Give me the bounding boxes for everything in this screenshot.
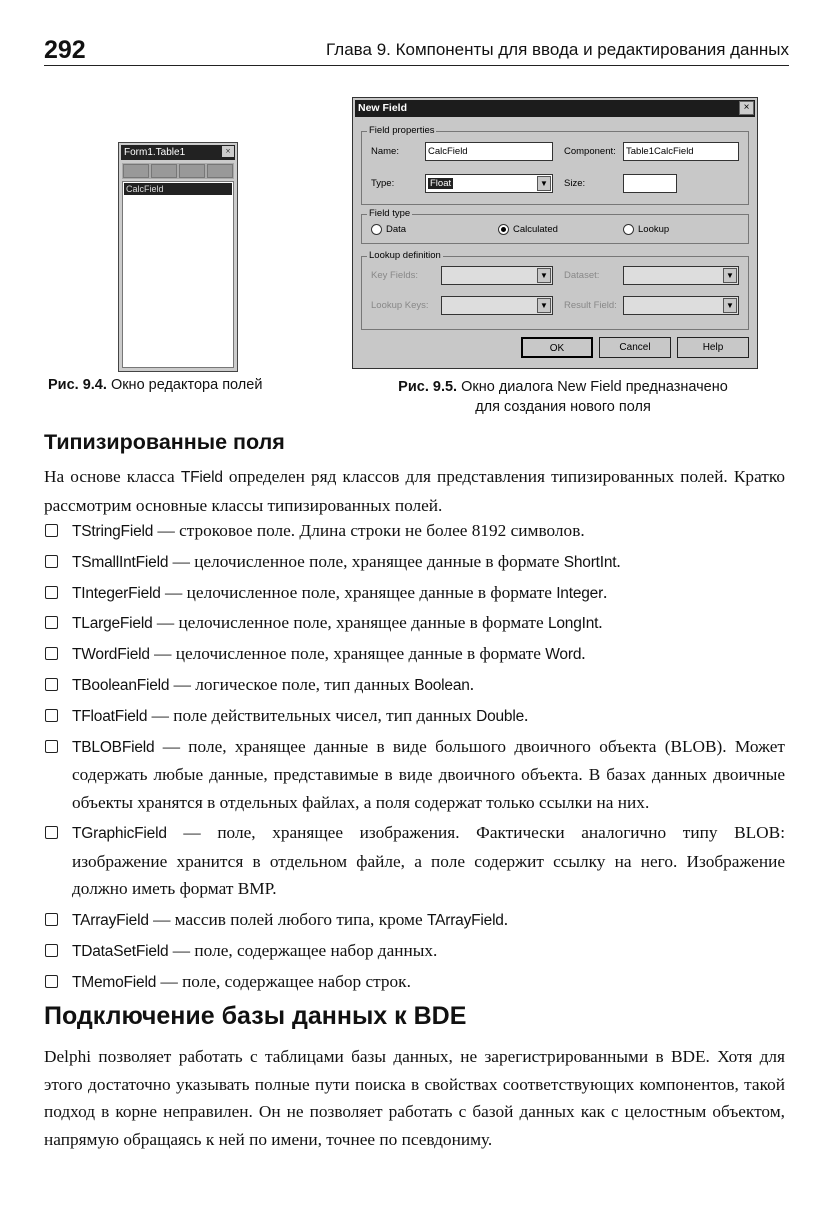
item-code: TDataSetField [72, 942, 169, 960]
component-label: Component: [564, 146, 616, 157]
dataset-label: Dataset: [564, 270, 600, 281]
item-code: TStringField [72, 523, 154, 540]
item-text: — поле действительных чисел, тип данных [147, 705, 477, 725]
list-item [44, 819, 785, 904]
item-code: TWordField [72, 646, 150, 664]
fields-editor-titlebar [121, 145, 235, 160]
fields-list-item[interactable]: CalcField [124, 183, 232, 195]
page-number: 292 [44, 36, 86, 64]
chevron-down-icon[interactable]: ▼ [723, 268, 737, 283]
radio-lookup-label: Lookup [638, 224, 670, 235]
radio-lookup-dot[interactable] [623, 224, 634, 235]
caption-label: Рис. 9.4. [48, 377, 107, 393]
list-item [44, 733, 785, 818]
item-tail: . [503, 910, 509, 930]
item-text: — целочисленное поле, хранящее данные в формате [149, 644, 546, 664]
nav-next-button[interactable] [179, 164, 205, 178]
section-title-bde-connection: Подключение базы данных к BDE [44, 1002, 467, 1030]
field-classes-list [44, 517, 785, 999]
checkbox-bullet-icon [45, 555, 58, 568]
chevron-down-icon[interactable]: ▼ [537, 268, 551, 283]
item-text: — поле, содержащее набор строк. [156, 971, 411, 991]
close-icon[interactable]: × [739, 101, 754, 115]
type-label: Type: [371, 178, 395, 189]
figure-95-caption [357, 377, 769, 417]
item-tail: . [616, 551, 621, 571]
lookup-keys-label: Lookup Keys: [371, 300, 429, 311]
intro-code: TField [180, 469, 223, 486]
item-code: TBLOBField [72, 738, 155, 756]
checkbox-bullet-icon [45, 826, 58, 839]
item-code2: Boolean [414, 676, 470, 694]
bde-paragraph: Delphi позволяет работать с таблицами базы данных, не зарегистрированными в BDE. Хотя для этого достаточно указывать полные пути поиска в свойствах соответствующих компонентов, такой подход в корне неправилен. Он не позволяет работать с базой данных как с целостным объектом, напрямую обращаясь к ней по имени, точнее по псевдониму. [44, 1047, 785, 1149]
item-text: — строковое поле. Длина строки не более 8192 символов. [153, 521, 585, 540]
type-value: Float [430, 178, 452, 189]
name-input[interactable]: CalcField [425, 142, 553, 161]
item-code2: Integer [556, 584, 604, 602]
list-item [44, 548, 785, 577]
nav-last-button[interactable] [207, 164, 233, 178]
item-code2: Double [476, 707, 524, 725]
list-item [44, 968, 785, 997]
chevron-down-icon[interactable]: ▼ [537, 298, 551, 313]
type-combo[interactable] [425, 174, 553, 193]
checkbox-bullet-icon [45, 586, 58, 599]
item-code2: Word [545, 646, 582, 664]
component-input[interactable]: Table1CalcField [623, 142, 739, 161]
radio-calculated-dot[interactable] [498, 224, 509, 235]
item-code: TArrayField [72, 912, 149, 930]
item-code: TMemoField [72, 973, 157, 991]
navigator-bar [122, 163, 234, 179]
fields-editor-window [118, 142, 238, 372]
running-title: Глава 9. Компоненты для ввода и редактирования данных [326, 40, 789, 59]
caption-text: Окно редактора полей [110, 377, 263, 393]
checkbox-bullet-icon [45, 524, 58, 537]
radio-data-label: Data [386, 224, 407, 235]
item-tail: . [603, 582, 608, 602]
list-item [44, 906, 785, 935]
header-rule [44, 65, 789, 66]
name-label: Name: [371, 146, 399, 157]
checkbox-bullet-icon [45, 944, 58, 957]
key-fields-label: Key Fields: [371, 270, 418, 281]
field-type-label: Field type [369, 208, 411, 219]
checkbox-bullet-icon [45, 740, 58, 753]
item-code2: LongInt [547, 615, 599, 633]
section-title-typed-fields: Типизированные поля [44, 430, 285, 454]
result-field-label: Result Field: [564, 300, 617, 311]
key-fields-combo[interactable] [441, 266, 553, 285]
checkbox-bullet-icon [45, 678, 58, 691]
item-code: TGraphicField [72, 825, 167, 843]
item-code: TLargeField [72, 615, 153, 633]
list-item [44, 702, 785, 731]
chevron-down-icon[interactable]: ▼ [723, 298, 737, 313]
checkbox-bullet-icon [45, 709, 58, 722]
fields-list[interactable] [122, 181, 234, 368]
new-field-dialog [352, 97, 758, 369]
item-code: TSmallIntField [72, 553, 169, 571]
item-text: — поле, хранящее изображения. Фактически аналогично типу BLOB: изображение хранится в отдельном файле, а поле содержит ссылку на него. Изображение должно иметь формат BMP. [72, 823, 785, 899]
item-text: — логическое поле, тип данных [169, 674, 415, 694]
radio-calculated[interactable] [498, 224, 558, 235]
caption-text-line1: Окно диалога New Field предназначено [461, 379, 728, 395]
ok-button[interactable]: OK [521, 337, 593, 358]
help-button[interactable]: Help [677, 337, 749, 358]
nav-prior-button[interactable] [151, 164, 177, 178]
item-code: TIntegerField [72, 584, 161, 602]
checkbox-bullet-icon [45, 647, 58, 660]
list-item [44, 640, 785, 669]
item-tail: . [581, 644, 586, 664]
intro-paragraph [44, 463, 785, 519]
item-code: TBooleanField [72, 676, 170, 694]
radio-data-dot[interactable] [371, 224, 382, 235]
lookup-keys-combo[interactable] [441, 296, 553, 315]
checkbox-bullet-icon [45, 913, 58, 926]
list-item [44, 609, 785, 638]
checkbox-bullet-icon [45, 975, 58, 988]
nav-first-button[interactable] [123, 164, 149, 178]
item-text: — целочисленное поле, хранящее данные в формате [160, 582, 557, 602]
size-input[interactable] [623, 174, 677, 193]
dialog-titlebar [355, 100, 755, 117]
radio-calculated-label: Calculated [513, 224, 558, 235]
item-text: — поле, хранящее данные в виде большого двоичного объекта (BLOB). Может содержать любые данные, представимые в виде двоичного объекта. В базах данных двоичные объекты хранятся в отдельных файлах, а поля содержат только ссылки на них. [72, 736, 785, 812]
item-text: — целочисленное поле, хранящее данные в формате [152, 613, 548, 633]
intro-post: определен ряд классов для представления типизированных полей. Кратко рассмотрим основные классы типизированных полей. [44, 467, 786, 515]
lookup-definition-label: Lookup definition [369, 250, 441, 261]
caption-label: Рис. 9.5. [398, 379, 458, 395]
item-tail: . [524, 705, 529, 725]
chevron-down-icon[interactable]: ▼ [537, 176, 551, 191]
item-text: — целочисленное поле, хранящее данные в формате [168, 551, 564, 571]
list-item [44, 671, 785, 700]
result-field-combo[interactable] [623, 296, 739, 315]
cancel-button[interactable]: Cancel [599, 337, 671, 358]
item-code2: ShortInt [563, 553, 617, 571]
close-icon[interactable]: × [222, 146, 234, 157]
list-item [44, 517, 785, 546]
item-text: — массив полей любого типа, кроме [148, 910, 427, 930]
field-properties-label: Field properties [369, 125, 435, 136]
size-label: Size: [564, 178, 586, 189]
dataset-combo[interactable] [623, 266, 739, 285]
item-tail: . [598, 613, 603, 633]
caption-text-line2: для создания нового поля [475, 399, 651, 415]
item-tail: . [469, 674, 475, 694]
dialog-title: New Field [358, 102, 408, 114]
list-item [44, 579, 785, 608]
item-code: TFloatField [72, 707, 148, 725]
intro-pre: На основе класса [44, 467, 181, 486]
radio-data[interactable] [371, 224, 406, 235]
item-text: — поле, содержащее набор данных. [168, 940, 438, 960]
list-item [44, 937, 785, 966]
figure-94-caption [48, 377, 262, 393]
fields-editor-title: Form1.Table1 [124, 147, 186, 158]
checkbox-bullet-icon [45, 616, 58, 629]
radio-lookup[interactable] [623, 224, 669, 235]
item-code2: TArrayField [426, 912, 504, 930]
